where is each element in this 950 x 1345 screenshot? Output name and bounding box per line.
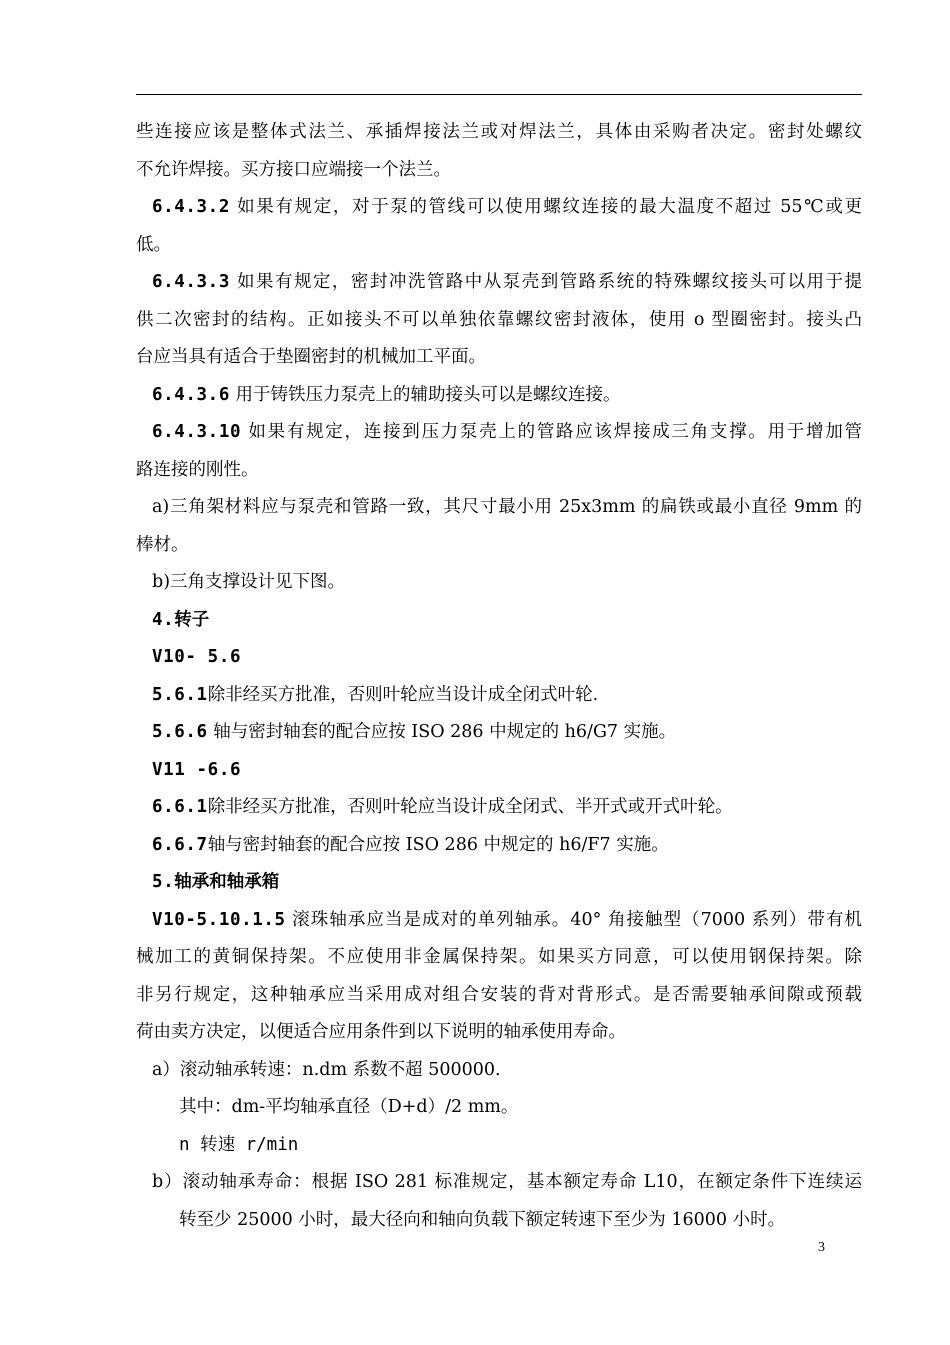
list-item: a)三角架材料应与泵壳和管路一致，其尺寸最小用 25x3mm 的扁铁或最小直径 9mm 的 xyxy=(152,497,862,517)
clause-number: 6.4.3.3 xyxy=(152,272,230,292)
page-number: 3 xyxy=(818,1240,825,1255)
text-line: 低。 xyxy=(136,234,171,255)
text-line: 路连接的刚性。 xyxy=(136,459,259,480)
list-subline: 其中：dm-平均轴承直径（D+d）/2 mm。 xyxy=(179,1097,519,1117)
clause-line: 6.4.3.10 如果有规定，连接到压力泵壳上的管路应该焊接成三角支撑。用于增加管 xyxy=(152,422,862,442)
clause-line: V10-5.10.1.5 滚珠轴承应当是成对的单列轴承。40° 角接触型（7000 系列）带有机 xyxy=(152,909,862,930)
clause-line: 6.6.7轴与密封轴套的配合应按 ISO 286 中规定的 h6/F7 实施。 xyxy=(152,834,669,855)
clause-line: 6.4.3.3 如果有规定，密封冲洗管路中从泵壳到管路系统的特殊螺纹接头可以用于提 xyxy=(152,272,862,292)
list-subline: 转至少 25000 小时，最大径向和轴向负载下额定转速下至少为 16000 小时。 xyxy=(179,1209,786,1230)
text-line: 供二次密封的结构。正如接头不可以单独依靠螺纹密封液体，使用 o 型圈密封。接头凸 xyxy=(136,309,862,330)
clause-number: 6.4.3.6 xyxy=(152,384,230,405)
list-item: b)三角支撑设计见下图。 xyxy=(152,572,346,592)
clause-number: 6.4.3.2 xyxy=(152,197,230,217)
document-body xyxy=(136,114,862,1239)
text-line: 械加工的黄铜保持架。不应使用非金属保持架。如果买方同意，可以使用钢保持架。除 xyxy=(136,947,862,967)
version-heading: V10- 5.6 xyxy=(152,647,242,667)
clause-number: 5.6.6 xyxy=(152,722,208,742)
clause-line: 6.4.3.6 用于铸铁压力泵壳上的辅助接头可以是螺纹连接。 xyxy=(152,384,621,405)
clause-number: 6.6.7 xyxy=(152,834,208,855)
list-item: a）滚动轴承转速：n.dm 系数不超 500000. xyxy=(152,1059,501,1080)
section-heading: 4.转子 xyxy=(152,609,210,630)
section-heading: 5.轴承和轴承箱 xyxy=(152,872,280,892)
text-line: 荷由卖方决定，以便适合应用条件到以下说明的轴承使用寿命。 xyxy=(136,1022,626,1042)
clause-number: 6.6.1 xyxy=(152,797,208,817)
clause-number: 6.4.3.10 xyxy=(152,422,242,442)
text-line: 棒材。 xyxy=(136,534,189,555)
clause-line: 5.6.1除非经买方批准，否则叶轮应当设计成全闭式叶轮. xyxy=(152,684,599,705)
text-line: 些连接应该是整体式法兰、承插焊接法兰或对焊法兰，具体由采购者决定。密封处螺纹 xyxy=(136,122,862,142)
text-line: 不允许焊接。买方接口应端接一个法兰。 xyxy=(136,159,451,180)
list-item: b）滚动轴承寿命：根据 ISO 281 标准规定，基本额定寿命 L10，在额定条件下连续运 xyxy=(152,1172,862,1192)
clause-line: 6.6.1除非经买方批准，否则叶轮应当设计成全闭式、半开式或开式叶轮。 xyxy=(152,797,733,817)
clause-line: 5.6.6 轴与密封轴套的配合应按 ISO 286 中规定的 h6/G7 实施。 xyxy=(152,722,677,742)
version-heading: V11 -6.6 xyxy=(152,759,242,780)
clause-line: 6.4.3.2 如果有规定，对于泵的管线可以使用螺纹连接的最大温度不超过 55℃或更 xyxy=(152,197,862,217)
list-subline: n 转速 r/min xyxy=(179,1134,299,1155)
clause-number: 5.6.1 xyxy=(152,684,208,705)
text-line: 非另行规定，这种轴承应当采用成对组合安装的背对背形式。是否需要轴承间隙或预载 xyxy=(136,984,862,1005)
clause-number: V10-5.10.1.5 xyxy=(152,909,286,930)
header-rule xyxy=(136,94,862,95)
text-line: 台应当具有适合于垫圈密封的机械加工平面。 xyxy=(136,347,486,367)
